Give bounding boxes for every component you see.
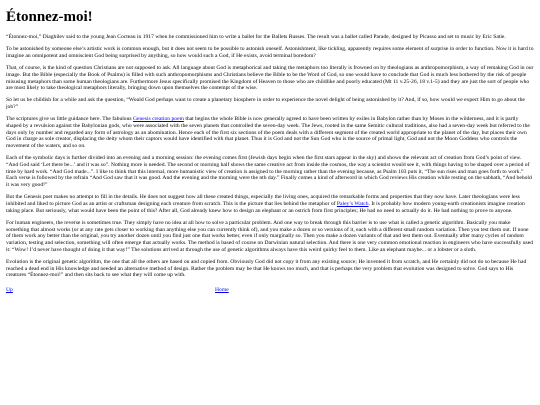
paragraph-8: For human engineers, the reverse is sometimes true. They simply have no idea at all how to solve a particular problem. And one way to break through this barrier is to use what is called a genetic algorithm. Basically you make something that almost works (or at any rate gets closer to working than anything else you can currently think of), and you make a dozen or so versions of it, each with a different small random variation. Then you test them out. If none of them work any better than the original, you try another dozen until you find just one that works better, even if only marginally so. Then you make a dozen variants of that and test them out. Eventually after many cycles of random variation, testing and selection, something will often emerge that actually works. The method is based of course on Darwinian natural selection. And there is one very common emotional reaction in engineers who have successfully used it: “Wow! I’d never have thought of doing it that way!” The solutions arrived at through the use of genetic algorithms always have this weird quirky feel to them. Like an elephant maybe... or a lobster or a sloth. [6,219,534,253]
paragraph-2: To be astonished by someone else’s artistic work is common enough, but it does not seem to be possible to astonish oneself. Astonishment, like tickling, apparently requires some element of surprise in order to function. Now it is hard to imagine an omnipotent and omniscient God being surprised by anything, so how would such a God, if He exists, avoid terminal boredom? [6,46,534,59]
paragraph-9: Evolution is the original genetic algorithm, the one that all the others are based on and copied from. Obviously God did not copy it from any existing source; He invented it from scratch, and He certainly did not do so because He had reached a dead end in His knowledge and needed an alternative method of design. Rather the problem may be that He knows too much, and that is perhaps the very problem that evolution was designed to solve. God says to His creatures “Étonnez-moi!” and then sits back to see what they will come up with. [6,258,527,279]
paragraph-7 [6,194,534,214]
paragraph-1: “Étonnez-moi,” Diaghilev said to the young Jean Cocteau in 1917 when he commissioned him to write a ballet for the Ballets Russes. The result was a ballet called Parade, designed by Picasso and set to music by Eric Satie. [6,34,506,40]
home-link[interactable]: Home [215,287,229,294]
paragraph-3: That, of course, is the kind of question Christians are not supposed to ask. All language about God is metaphorical and taking the metaphors too literally is frowned on by theologians as anthropomorphism, a way of remaking God in our image. But the Bible (especially the Book of Psalms) is filled with such anthropomorphisms and Christians believe the Bible to be the Word of God, so one would have to conclude that God is much less bothered by the risk of people misusing metaphors than some human theologians are. Furthermore Jesus specifically promised the Kingdom of Heaven to those who are childlike and poorly educated (Mt 11 v.25-26, 18 v.1-5) and they are just the sort of people who are most likely to take theological metaphors literally, bringing down upon themselves the contempt of the wise. [6,65,534,92]
footer-nav [6,287,534,295]
paragraph-5-text-after: that begins the whole Bible is now generally agreed to have been written by exiles in Babylon rather than by Moses in the wilderness, and it is partly shaped by a revulsion against the Babylonian gods, who were associated with the seven planets that controlled the seven-day week. The Jews, rooted in the same Semitic cultural traditions, also had a seven-day week but referred to the days only by number and regarded any form of astrology as an abomination. Hence each of the first six sections of the poem deals with a different segment of the created world appropriate to the planet of the day, but places their own God in charge as sole creator, displacing the deity whom their captors would have identified with that planet. Thus it is God and not the Sun God who is the source of primal light, God and not the Moon Goddess who controls the movement of the waters, and so on. [6,116,530,150]
paleys-watch-link[interactable]: Paley’s Watch [336,201,369,208]
paragraph-5 [6,116,534,150]
paragraph-7-text-after: . It is probably how modern young-earth creationists imagine creation taking place. But seriously, what would have been the point of this? After all, God already knew how to design an elephant or an ostrich from first principles; He had no need to actually do it. He had nothing to prove to anyone. [6,201,525,214]
paragraph-6: Each of the symbolic days is further divided into an evening and a morning session: the evening comes first (Jewish days begin when the first stars appear in the sky) and shows the relevant act of creation from God’s point of view. “And God said ‘Let there be...’ and it was so”. Nothing more is needed. The second or morning half shows the same creative act from inside the cosmos, the way a scientist would see it, with things having to be shaped over a period of time by hard work. “And God made...”. I like to think that this internal, more humanistic view of creation is assigned to the morning rather than the evening because, as Psalm 103 puts it, “The sun rises and man goes forth to work.” Each verse is followed by the refrain “And God saw that it was good. And the evening and the morning were the nth day.” Finally comes a kind of afterword in which God reviews His creation while resting on the sabbath, “And behold it was very good!” [6,155,532,189]
paragraph-4: So let us be childish for a while and ask the question, “Would God perhaps want to create a planetary biosphere in order to experience the novel delight of being astonished by it? And, if so, how would we expect Him to go about the job?” [6,97,525,111]
up-link[interactable]: Up [6,287,13,294]
genesis-creation-poem-link[interactable]: Genesis creation poem [132,116,184,123]
page-title: Étonnez-moi! [6,9,93,25]
paragraph-7-text-before: But the Genesis poet makes no attempt to fill in the details. He does not suggest how all these created things, especially the living ones, acquired the remarkable forms and properties that they now have. Later theologians were less inhibited and liked to picture God as an artist or craftsman designing each creature from scratch. This is the picture that lies behind the metaphor of [6,194,520,208]
paragraph-5-text-before: The scriptures give us little guidance here. The fabulous [6,116,133,123]
